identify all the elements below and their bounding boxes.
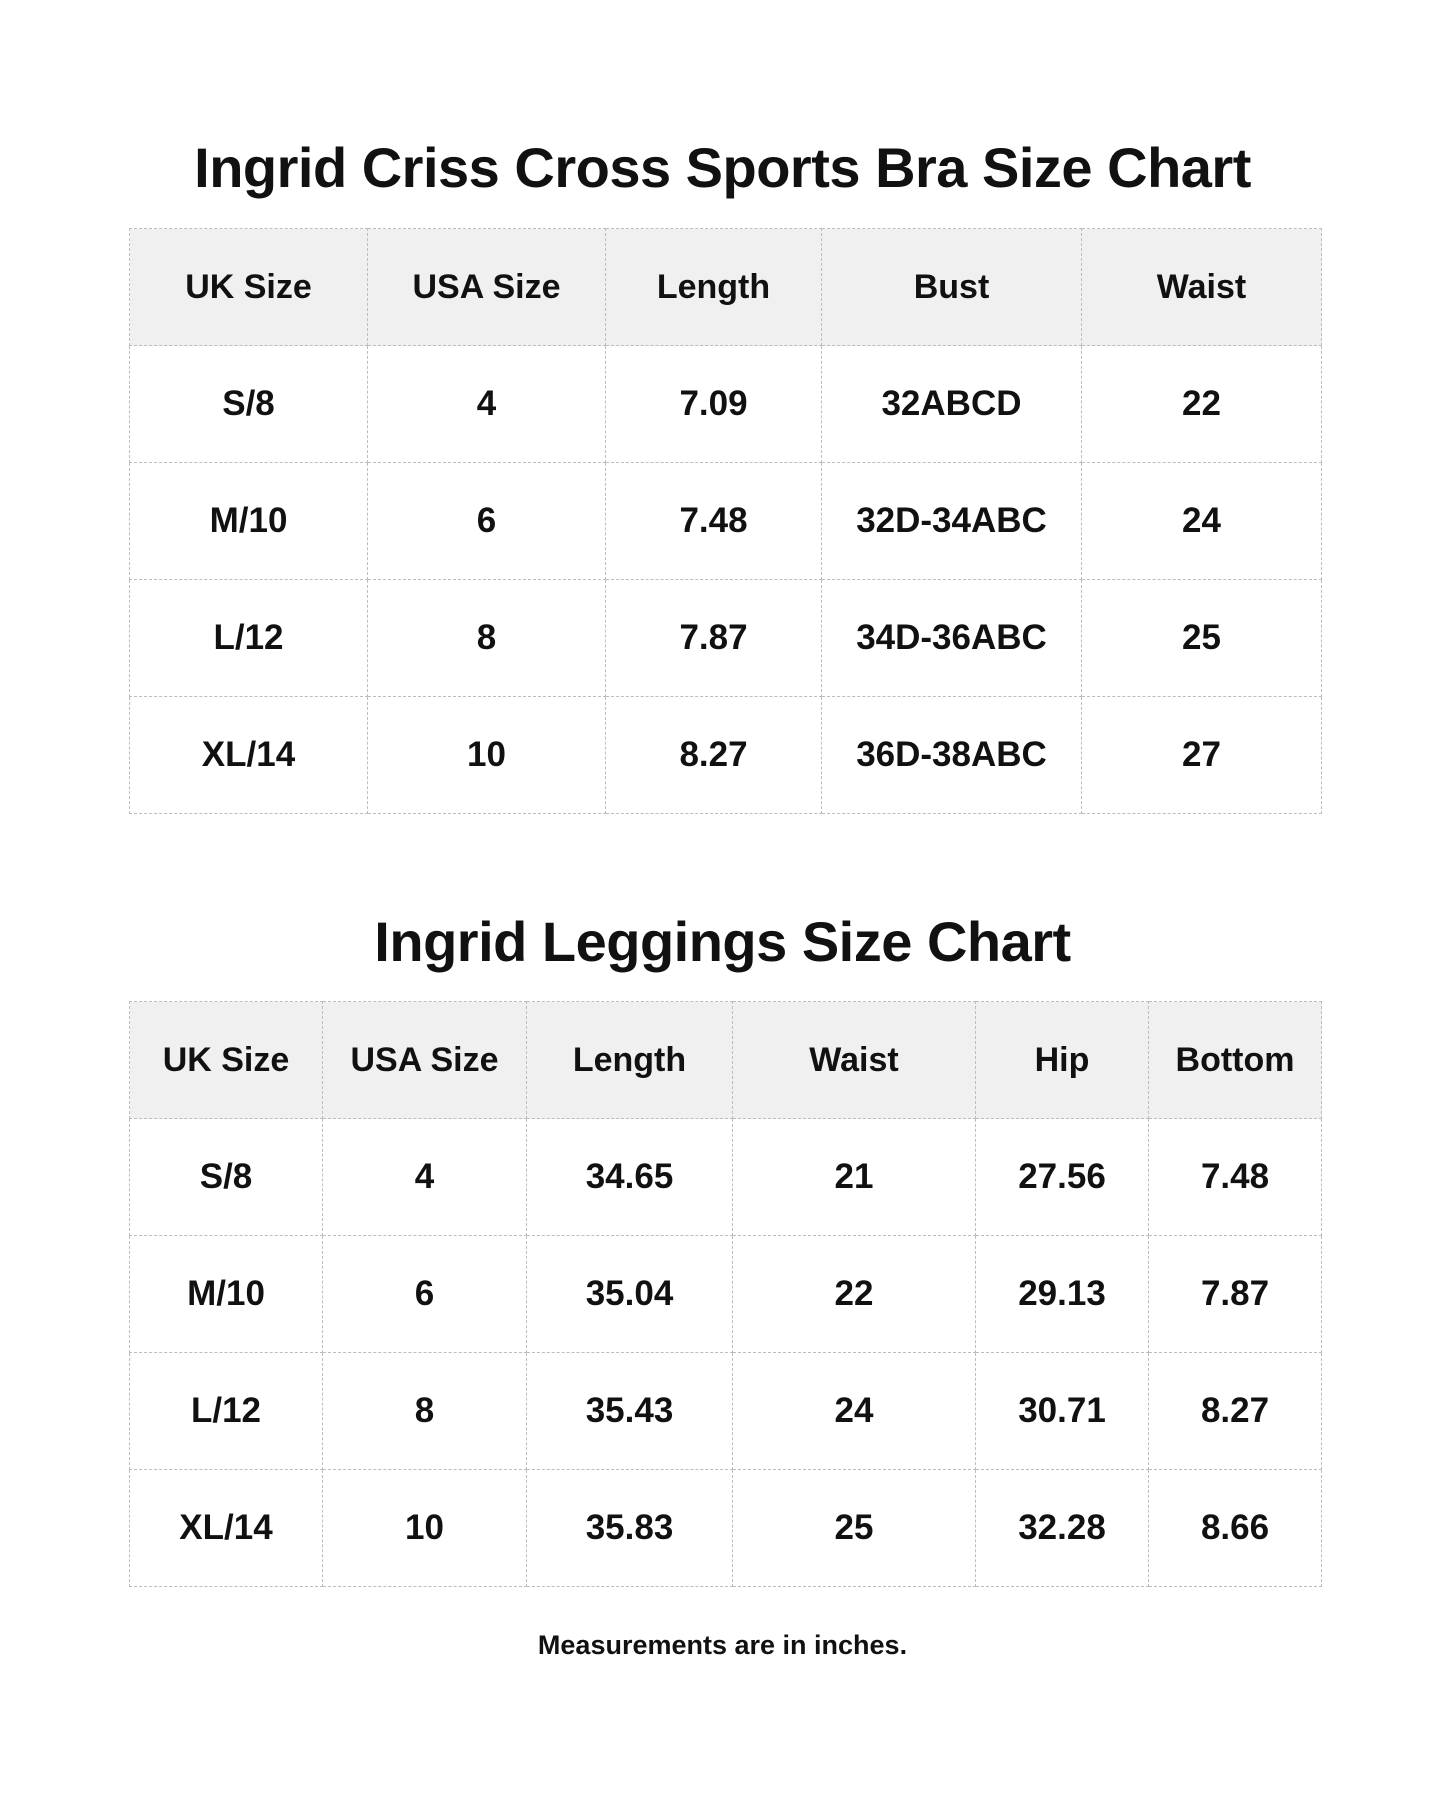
bra-chart-title: Ingrid Criss Cross Sports Bra Size Chart bbox=[194, 136, 1251, 199]
table-cell: L/12 bbox=[130, 580, 368, 697]
table-cell: 22 bbox=[733, 1236, 976, 1353]
table-cell: 25 bbox=[1082, 580, 1322, 697]
table-row bbox=[130, 1470, 1322, 1587]
table-row bbox=[130, 580, 1322, 697]
table-cell: 7.09 bbox=[606, 346, 822, 463]
table-cell: 32.28 bbox=[976, 1470, 1149, 1587]
table-header-row bbox=[130, 229, 1322, 346]
table-cell: 8 bbox=[323, 1353, 527, 1470]
table-cell: 35.83 bbox=[527, 1470, 733, 1587]
column-header: Hip bbox=[976, 1002, 1149, 1119]
column-header: Waist bbox=[1082, 229, 1322, 346]
table-cell: S/8 bbox=[130, 346, 368, 463]
leggings-size-table bbox=[129, 1001, 1322, 1587]
table-row bbox=[130, 697, 1322, 814]
table-row bbox=[130, 1353, 1322, 1470]
column-header: UK Size bbox=[130, 229, 368, 346]
table-cell: 24 bbox=[733, 1353, 976, 1470]
table-cell: 7.87 bbox=[606, 580, 822, 697]
table-cell: 36D-38ABC bbox=[822, 697, 1082, 814]
table-cell: 10 bbox=[368, 697, 606, 814]
column-header: Length bbox=[527, 1002, 733, 1119]
table-cell: 25 bbox=[733, 1470, 976, 1587]
column-header: Bottom bbox=[1149, 1002, 1322, 1119]
table-cell: XL/14 bbox=[130, 1470, 323, 1587]
table-cell: 6 bbox=[323, 1236, 527, 1353]
table-cell: 34D-36ABC bbox=[822, 580, 1082, 697]
table-cell: 7.87 bbox=[1149, 1236, 1322, 1353]
table-cell: 4 bbox=[323, 1119, 527, 1236]
table-cell: 29.13 bbox=[976, 1236, 1149, 1353]
table-cell: 8.27 bbox=[606, 697, 822, 814]
column-header: UK Size bbox=[130, 1002, 323, 1119]
table-cell: 4 bbox=[368, 346, 606, 463]
table-cell: 22 bbox=[1082, 346, 1322, 463]
table-cell: M/10 bbox=[130, 1236, 323, 1353]
column-header: Waist bbox=[733, 1002, 976, 1119]
table-cell: XL/14 bbox=[130, 697, 368, 814]
table-cell: 34.65 bbox=[527, 1119, 733, 1236]
table-cell: 7.48 bbox=[1149, 1119, 1322, 1236]
table-cell: 35.04 bbox=[527, 1236, 733, 1353]
table-cell: 32D-34ABC bbox=[822, 463, 1082, 580]
table-row bbox=[130, 463, 1322, 580]
column-header: USA Size bbox=[323, 1002, 527, 1119]
table-cell: 10 bbox=[323, 1470, 527, 1587]
table-cell: 30.71 bbox=[976, 1353, 1149, 1470]
table-row bbox=[130, 1119, 1322, 1236]
table-cell: 8 bbox=[368, 580, 606, 697]
table-cell: 24 bbox=[1082, 463, 1322, 580]
leggings-chart-title: Ingrid Leggings Size Chart bbox=[374, 910, 1071, 973]
bra-size-table bbox=[129, 228, 1322, 814]
table-cell: 35.43 bbox=[527, 1353, 733, 1470]
table-cell: 27.56 bbox=[976, 1119, 1149, 1236]
table-cell: 7.48 bbox=[606, 463, 822, 580]
table-header-row bbox=[130, 1002, 1322, 1119]
table-row bbox=[130, 1236, 1322, 1353]
table-cell: 8.27 bbox=[1149, 1353, 1322, 1470]
table-cell: 27 bbox=[1082, 697, 1322, 814]
table-cell: 6 bbox=[368, 463, 606, 580]
column-header: USA Size bbox=[368, 229, 606, 346]
table-cell: 8.66 bbox=[1149, 1470, 1322, 1587]
column-header: Bust bbox=[822, 229, 1082, 346]
table-row bbox=[130, 346, 1322, 463]
measurement-footnote: Measurements are in inches. bbox=[537, 1630, 908, 1660]
table-cell: L/12 bbox=[130, 1353, 323, 1470]
table-cell: S/8 bbox=[130, 1119, 323, 1236]
table-cell: 32ABCD bbox=[822, 346, 1082, 463]
table-cell: M/10 bbox=[130, 463, 368, 580]
table-cell: 21 bbox=[733, 1119, 976, 1236]
column-header: Length bbox=[606, 229, 822, 346]
